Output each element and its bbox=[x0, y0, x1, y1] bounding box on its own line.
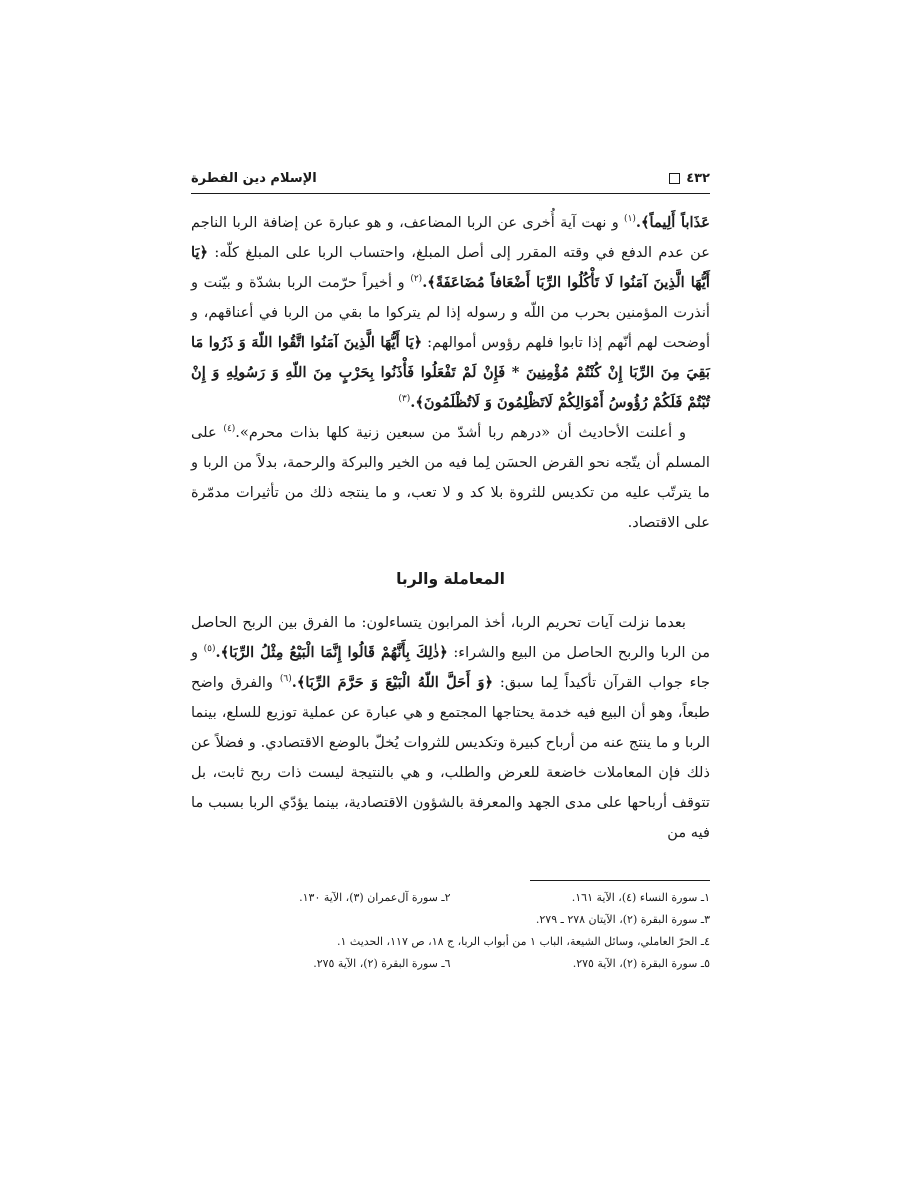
footnote-row bbox=[191, 887, 710, 909]
section-title: المعاملة والربا bbox=[396, 570, 505, 588]
page bbox=[191, 165, 710, 848]
book-title: الإسلام دين الفطرة bbox=[191, 170, 317, 186]
footnote-ref: (٥) bbox=[203, 644, 216, 655]
footnote-divider bbox=[530, 880, 710, 881]
paragraph-text: و أخيراً حرّمت الربا بشدّة و بيّنت و أنذرت المؤمنين بحرب من اللّه و رسوله إذا لم يتركوا ما بقي من الربا في أعناقهم، و أوضحت لهم أنّهم إذا تابوا فلهم رؤوس أموالهم: bbox=[191, 274, 711, 351]
footnote-6: ٦ـ سورة البقرة (٢)، الآية ٢٧٥. bbox=[313, 957, 451, 970]
paragraph-text: والفرق واضح طبعاً، وهو أن البيع فيه خدمة يحتاجها المجتمع و هي عبارة عن عملية توزيع للسلع، بينما الربا و ما ينتج عنه من أرباح كبيرة وتكديس للثروات يُخلّ بالوضع الاقتصادي. و فضلاً عن ذلك فإن المعاملات خاضعة للعرض والطلب، و هي بالنتيجة ليست ذات ربح ثابت، بل تتوقف أرباحها على مدى الجهد والمعرفة بالشؤون الاقتصادية، بينما يؤدّي الربا بسبب ما فيه من bbox=[191, 674, 710, 841]
paragraph-text: على المسلم أن يتّجه نحو القرض الحسَن لِما فيه من الخير والبركة والرحمة، بدلاً من الربا و ما يترتّب عليه من تكديس للثروة بلا كد و لا تعب، و ما ينتجه ذلك من تأثيرات مدمّرة على الاقتصاد. bbox=[191, 424, 710, 531]
paragraph-3 bbox=[191, 608, 710, 848]
paragraph-text: و جاء جواب القرآن تأكيداً لِما سبق: bbox=[191, 644, 711, 691]
page-number-group bbox=[669, 171, 710, 186]
verse-quote: ﴿ذٰلِكَ بِأَنَّهُمْ قَالُوا إِنَّمَا الْبَيْعُ مِثْلُ الرِّبَا﴾. bbox=[215, 644, 448, 661]
footnote-ref: (٣) bbox=[398, 394, 411, 405]
footnote-ref: (١) bbox=[624, 214, 636, 225]
header-divider bbox=[191, 193, 710, 194]
footnote-ref: (٢) bbox=[410, 274, 423, 285]
verse-quote: ﴿يَا أَيُّهَا الَّذِينَ آمَنُوا لَا تَأْكُلُوا الرِّبَا أَضْعَافاً مُضَاعَفَةً﴾. bbox=[191, 244, 710, 291]
page-number: ٤٣٢ bbox=[686, 170, 710, 186]
footnote-5: ٥ـ سورة البقرة (٢)، الآية ٢٧٥. bbox=[572, 957, 710, 970]
footnotes bbox=[191, 880, 710, 975]
footnote-ref: (٦) bbox=[279, 674, 292, 685]
verse-quote: ﴿يَا أَيُّهَا الَّذِينَ آمَنُوا اتَّقُوا اللّهَ وَ ذَرُوا مَا بَقِيَ مِنَ الرِّبَا إِنْ كُنْتُمْ مُؤْمِنِينَ * فَإِنْ لَمْ تَفْعَلُوا فَأْذَنُوا بِحَرْبٍ مِنَ اللّهِ وَ رَسُولِهِ وَ إِنْ تُبْتُمْ فَلَكُمْ رُؤُوسُ أَمْوَالِكُمْ لَاتَظْلِمُونَ وَ لَاتُظْلَمُونَ﴾. bbox=[191, 334, 710, 411]
paragraph-text: و أعلنت الأحاديث أن «درهم ربا أشدّ من سبعين زنية كلها بذات محرم». bbox=[235, 424, 686, 441]
verse-quote: عَذَاباً أَلِيماً﴾. bbox=[635, 214, 710, 231]
footnote-3: ٣ـ سورة البقرة (٢)، الآيتان ٢٧٨ ـ ٢٧٩. bbox=[535, 913, 710, 926]
paragraph-text: و نهت آية أُخرى عن الربا المضاعف، و هو عبارة عن إضافة الربا الناجم عن عدم الدفع في وقته المقرر إلى أصل المبلغ، واحتساب الربا على المبلغ كلّه: bbox=[191, 214, 710, 261]
paragraph-2 bbox=[191, 418, 710, 538]
footnote-4: ٤ـ الحرّ العاملي، وسائل الشيعة، الباب ١ من أبواب الربا، ج ١٨، ص ١١٧، الحديث ١. bbox=[337, 935, 710, 948]
paragraph-1 bbox=[191, 208, 710, 418]
verse-quote: ﴿وَ أَحَلَّ اللّهُ الْبَيْعَ وَ حَرَّمَ الرِّبَا﴾. bbox=[291, 674, 494, 691]
footnote-row bbox=[191, 953, 710, 975]
square-icon bbox=[669, 173, 680, 184]
footnote-ref: (٤) bbox=[223, 424, 236, 435]
page-header bbox=[191, 165, 710, 191]
body-text bbox=[191, 208, 710, 848]
paragraph-text: بعدما نزلت آيات تحريم الربا، أخذ المرابون يتساءلون: ما الفرق بين الربح الحاصل من الربا والربح الحاصل من البيع والشراء: bbox=[191, 614, 711, 661]
footnote-2: ٢ـ سورة آل‌عمران (٣)، الآية ١٣٠. bbox=[299, 891, 451, 904]
footnote-1: ١ـ سورة النساء (٤)، الآية ١٦١. bbox=[571, 891, 710, 904]
